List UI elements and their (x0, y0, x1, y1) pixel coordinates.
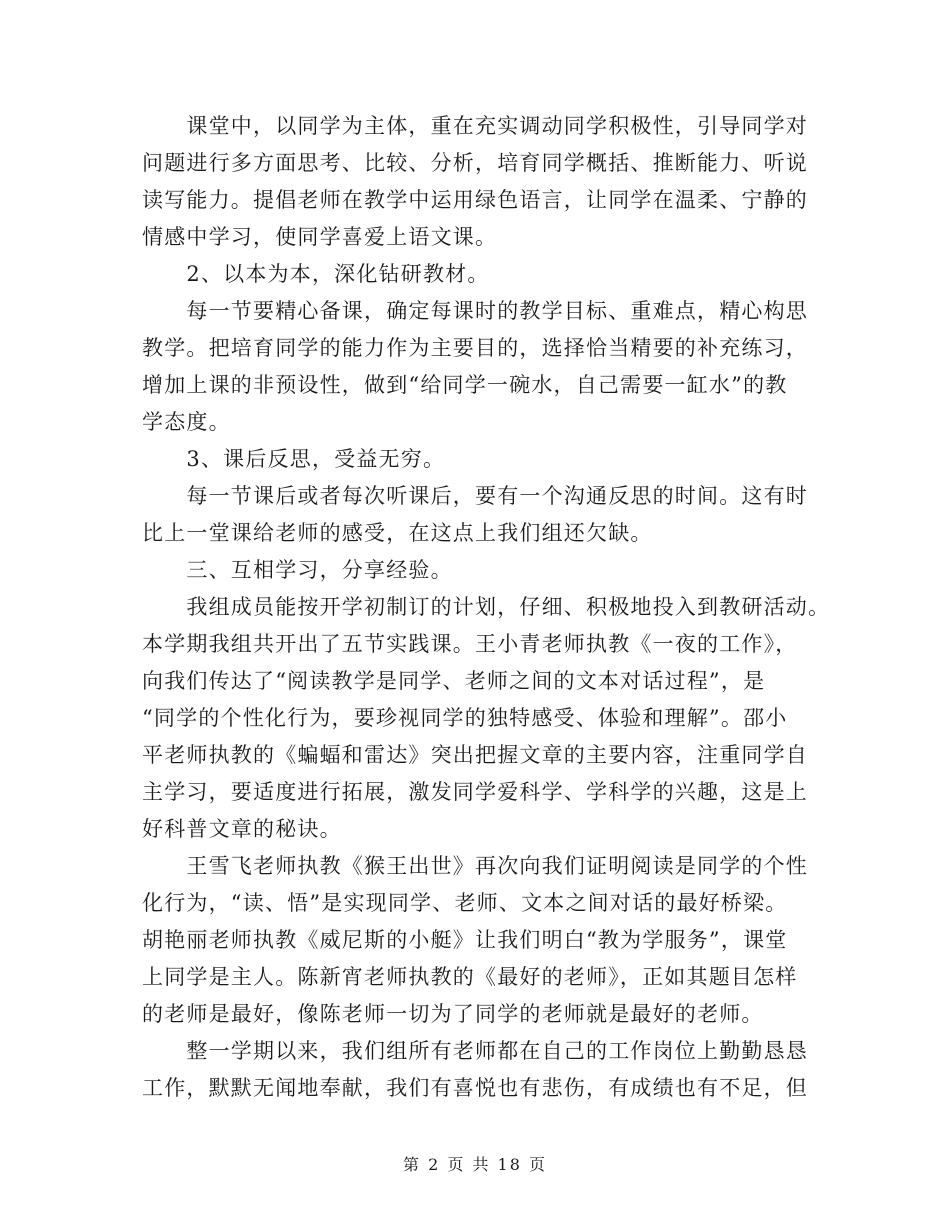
text-line: 学态度。 (142, 410, 231, 434)
text-line: 的老师是最好，像陈老师一切为了同学的老师就是最好的老师。 (142, 1002, 764, 1026)
text-line: 每一节要精心备课，确定每课时的教学目标、重难点，精心构思 (142, 299, 808, 323)
text-line: 情感中学习，使同学喜爱上语文课。 (142, 225, 498, 249)
text-line: 三、互相学习，分享经验。 (142, 558, 453, 582)
text-line: 我组成员能按开学初制订的计划，仔细、积极地投入到教研活动。 (142, 595, 831, 619)
text-line: 整一学期以来，我们组所有老师都在自己的工作岗位上勤勤恳恳 (142, 1039, 808, 1063)
text-line: 主学习，要适度进行拓展，激发同学爱科学、学科学的兴趣，这是上 (142, 780, 808, 804)
text-line: 3、课后反思，受益无穷。 (142, 447, 446, 471)
text-line: 胡艳丽老师执教《威尼斯的小艇》让我们明白“教为学服务”，课堂 (142, 928, 788, 952)
text-line: 读写能力。提倡老师在教学中运用绿色语言，让同学在温柔、宁静的 (142, 188, 808, 212)
text-line: 上同学是主人。陈新宵老师执教的《最好的老师》，正如其题目怎样 (142, 965, 798, 989)
text-line: 2、以本为本，深化钻研教材。 (142, 262, 490, 286)
text-line: 问题进行多方面思考、比较、分析，培育同学概括、推断能力、听说 (142, 151, 808, 175)
text-line: 本学期我组共开出了五节实践课。王小青老师执教《一夜的工作》， (142, 632, 798, 656)
text-line: 王雪飞老师执教《猴王出世》再次向我们证明阅读是同学的个性 (142, 854, 808, 878)
text-line: 好科普文章的秘诀。 (142, 817, 342, 841)
text-line: 平老师执教的《蝙蝠和雷达》突出把握文章的主要内容，注重同学自 (142, 743, 808, 767)
text-line: 每一节课后或者每次听课后，要有一个沟通反思的时间。这有时 (142, 484, 808, 508)
page-number-footer: 第 2 页 共 18 页 (403, 1155, 547, 1174)
text-line: 向我们传达了“阅读教学是同学、老师之间的文本对话过程”，是 (142, 669, 766, 693)
text-line: 教学。把培育同学的能力作为主要目的，选择恰当精要的补充练习， (142, 336, 808, 360)
text-line: 比上一堂课给老师的感受，在这点上我们组还欠缺。 (142, 521, 653, 545)
text-line: 化行为，“读、悟”是实现同学、老师、文本之间对话的最好桥梁。 (142, 891, 788, 915)
text-line: 工作，默默无闻地奉献，我们有喜悦也有悲伤，有成绩也有不足，但 (142, 1076, 808, 1100)
text-line: 增加上课的非预设性，做到“给同学一碗水，自己需要一缸水”的教 (142, 373, 788, 397)
text-line: “同学的个性化行为，要珍视同学的独特感受、体验和理解”。邵小 (142, 706, 788, 730)
text-line: 课堂中，以同学为主体，重在充实调动同学积极性，引导同学对 (142, 114, 808, 138)
